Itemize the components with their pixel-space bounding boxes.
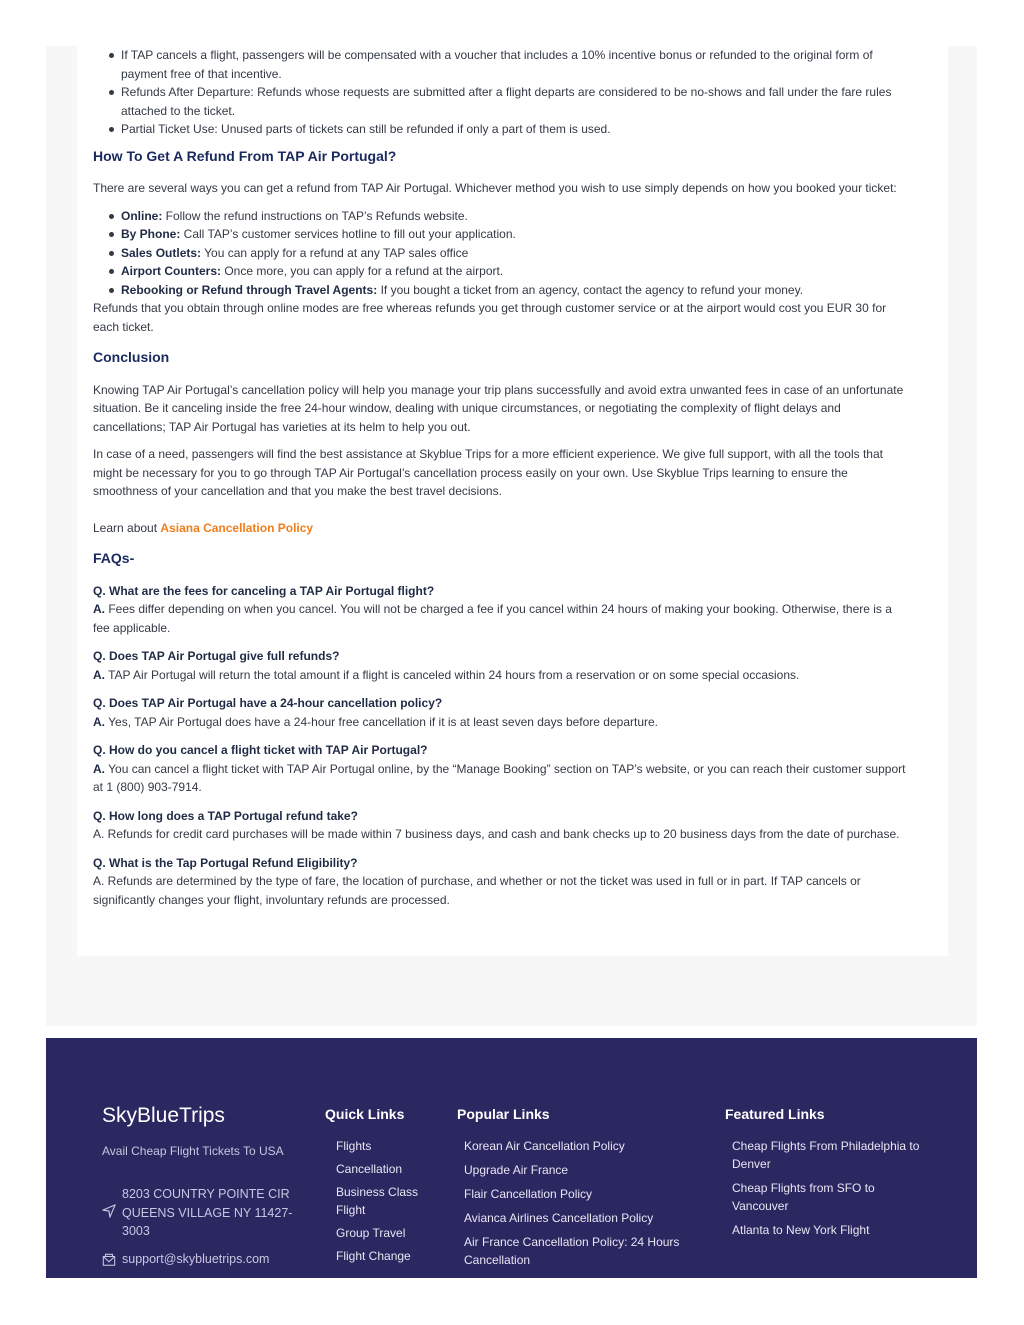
method-text: You can apply for a refund at any TAP sales office <box>201 245 469 260</box>
popular-links-heading: Popular Links <box>457 1106 550 1122</box>
conclusion-heading: Conclusion <box>93 349 170 365</box>
mail-icon <box>102 1253 116 1267</box>
learn-prefix: Learn about <box>93 520 161 535</box>
list-item: Refunds After Departure: Refunds whose requests are submitted after a flight departs are considered to be no-shows and fall under the fare rules attached to the ticket. <box>93 83 908 120</box>
method-text: Follow the refund instructions on TAP’s Refunds website. <box>162 208 468 223</box>
faq-answer <box>93 713 908 732</box>
faq-item <box>93 807 908 844</box>
faq-question: Q. Does TAP Air Portugal have a 24-hour cancellation policy? <box>93 696 443 710</box>
footer-link-korean-air[interactable]: Korean Air Cancellation Policy <box>464 1139 625 1153</box>
method-label: Rebooking or Refund through Travel Agents: <box>121 282 378 297</box>
conclusion-paragraph: Knowing TAP Air Portugal’s cancellation policy will help you manage your trip plans successfully and avoid extra unwanted fees in case of an unfortunate situation. Be it canceling inside the free 24-hour window, dealing with unique circumstances, or negotiating the complexity of flight delays and cancellations; TAP Air Portugal has varieties at its helm to help you out. <box>93 382 904 434</box>
method-label: Online: <box>121 208 163 223</box>
method-label: Sales Outlets: <box>121 245 202 260</box>
list-item: Partial Ticket Use: Unused parts of tickets can still be refunded if only a part of them is used. <box>93 120 908 139</box>
faq-question: Q. How long does a TAP Portugal refund take? <box>93 808 358 823</box>
footer-link-upgrade-air-france[interactable]: Upgrade Air France <box>464 1163 569 1177</box>
quick-links-list <box>336 1137 431 1265</box>
list-item: If TAP cancels a flight, passengers will be compensated with a voucher that includes a 10% incentive bonus or refunded to the original form of payment free of that incentive. <box>93 46 908 83</box>
method-text: Once more, you can apply for a refund at the airport. <box>221 264 504 278</box>
faq-question: Q. What are the fees for canceling a TAP Air Portugal flight? <box>93 583 435 598</box>
answer-prefix: A. <box>93 667 105 682</box>
faq-item <box>93 647 908 684</box>
faq-item <box>93 741 908 797</box>
site-footer <box>46 1038 977 1278</box>
asiana-policy-link[interactable]: Asiana Cancellation Policy <box>160 520 314 535</box>
method-text: Call TAP’s customer services hotline to fill out your application. <box>180 227 516 241</box>
faqs-heading: FAQs- <box>93 550 135 566</box>
footer-address: 8203 COUNTRY POINTE CIR QUEENS VILLAGE NY 11427-3003 <box>122 1187 293 1238</box>
refund-heading: How To Get A Refund From TAP Air Portugal? <box>93 147 397 164</box>
faq-answer <box>93 760 908 797</box>
faq-item <box>93 582 908 638</box>
footer-link-flight-change[interactable]: Flight Change <box>336 1249 411 1263</box>
refund-methods-list <box>93 207 908 300</box>
footer-link-philadelphia-denver[interactable]: Cheap Flights From Philadelphia to Denver <box>732 1139 920 1171</box>
footer-tagline: Avail Cheap Flight Tickets To USA <box>102 1144 284 1158</box>
faq-answer <box>93 825 908 844</box>
popular-links-list <box>464 1137 684 1269</box>
answer-text: A. Refunds for credit card purchases will be made within 7 business days, and cash and bank checks up to 20 business days from the date of purchase. <box>93 827 900 841</box>
answer-prefix: A. <box>93 714 105 729</box>
footer-link-sfo-vancouver[interactable]: Cheap Flights from SFO to Vancouver <box>732 1181 875 1213</box>
answer-text: Yes, TAP Air Portugal does have a 24-hour free cancellation if it is at least seven days before departure. <box>105 714 659 729</box>
faq-item <box>93 694 908 731</box>
quick-links-heading: Quick Links <box>325 1106 405 1122</box>
faq-answer <box>93 666 908 685</box>
list-item <box>93 262 908 281</box>
faq-question: Q. How do you cancel a flight ticket with TAP Air Portugal? <box>93 743 428 757</box>
method-text: If you bought a ticket from an agency, contact the agency to refund your money. <box>377 282 804 297</box>
answer-prefix: A. <box>93 761 105 776</box>
featured-links-heading: Featured Links <box>725 1106 825 1122</box>
answer-text: Fees differ depending on when you cancel. You will not be charged a fee if you cancel within 24 hours of making your booking. Otherwise, there is a fee applicable. <box>93 602 892 635</box>
method-label: By Phone: <box>121 227 181 241</box>
footer-link-cancellation[interactable]: Cancellation <box>336 1162 403 1176</box>
refund-note: Refunds that you obtain through online modes are free whereas refunds you get through customer service or at the airport would cost you EUR 30 for each ticket. <box>93 301 887 334</box>
refund-rules-list <box>93 46 908 139</box>
location-arrow-icon <box>102 1204 116 1218</box>
method-label: Airport Counters: <box>121 264 221 278</box>
footer-link-flights[interactable]: Flights <box>336 1139 372 1153</box>
faq-answer <box>93 872 908 909</box>
answer-text: A. Refunds are determined by the type of fare, the location of purchase, and whether or not the ticket was used in full or in part. If TAP cancels or significantly changes your flight, involuntary refunds are processed. <box>93 874 861 907</box>
faq-question: Q. What is the Tap Portugal Refund Eligibility? <box>93 855 358 870</box>
list-item <box>93 281 908 300</box>
answer-text: TAP Air Portugal will return the total amount if a flight is canceled within 24 hours from a reservation or on some special occasions. <box>105 667 800 682</box>
list-item <box>93 225 908 244</box>
footer-link-business-class[interactable]: Business Class Flight <box>336 1185 419 1217</box>
article-content <box>93 46 908 909</box>
faq-question: Q. Does TAP Air Portugal give full refunds? <box>93 649 340 663</box>
footer-email[interactable]: support@skybluetrips.com <box>122 1252 270 1266</box>
answer-text: You can cancel a flight ticket with TAP Air Portugal online, by the “Manage Booking” section on TAP’s website, or you can reach their customer support at 1 (800) 903-7914. <box>93 761 906 794</box>
faq-answer <box>93 600 908 637</box>
answer-prefix: A. <box>93 602 105 616</box>
list-item <box>93 207 908 226</box>
footer-link-group-travel[interactable]: Group Travel <box>336 1226 406 1240</box>
footer-link-flair[interactable]: Flair Cancellation Policy <box>464 1187 593 1201</box>
featured-links-list <box>732 1137 922 1239</box>
footer-link-avianca[interactable]: Avianca Airlines Cancellation Policy <box>464 1211 654 1225</box>
faq-item <box>93 854 908 910</box>
learn-about <box>93 519 908 538</box>
conclusion-paragraph: In case of a need, passengers will find the best assistance at Skyblue Trips for a more efficient experience. We give full support, with all the tools that might be necessary for you to go through TAP Air Portugal’s cancellation process easily on your own. Use Skyblue Trips learning to ensure the smoothness of your cancellation and that you make the best travel decisions. <box>93 447 883 498</box>
footer-link-atlanta-new-york[interactable]: Atlanta to New York Flight <box>732 1223 870 1237</box>
footer-brand[interactable]: SkyBlueTrips <box>102 1104 225 1127</box>
list-item <box>93 244 908 263</box>
footer-link-air-france-cancellation[interactable]: Air France Cancellation Policy: 24 Hours Cancellation <box>464 1235 680 1267</box>
refund-intro: There are several ways you can get a refund from TAP Air Portugal. Whichever method you wish to use simply depends on how you booked your ticket: <box>93 181 897 195</box>
